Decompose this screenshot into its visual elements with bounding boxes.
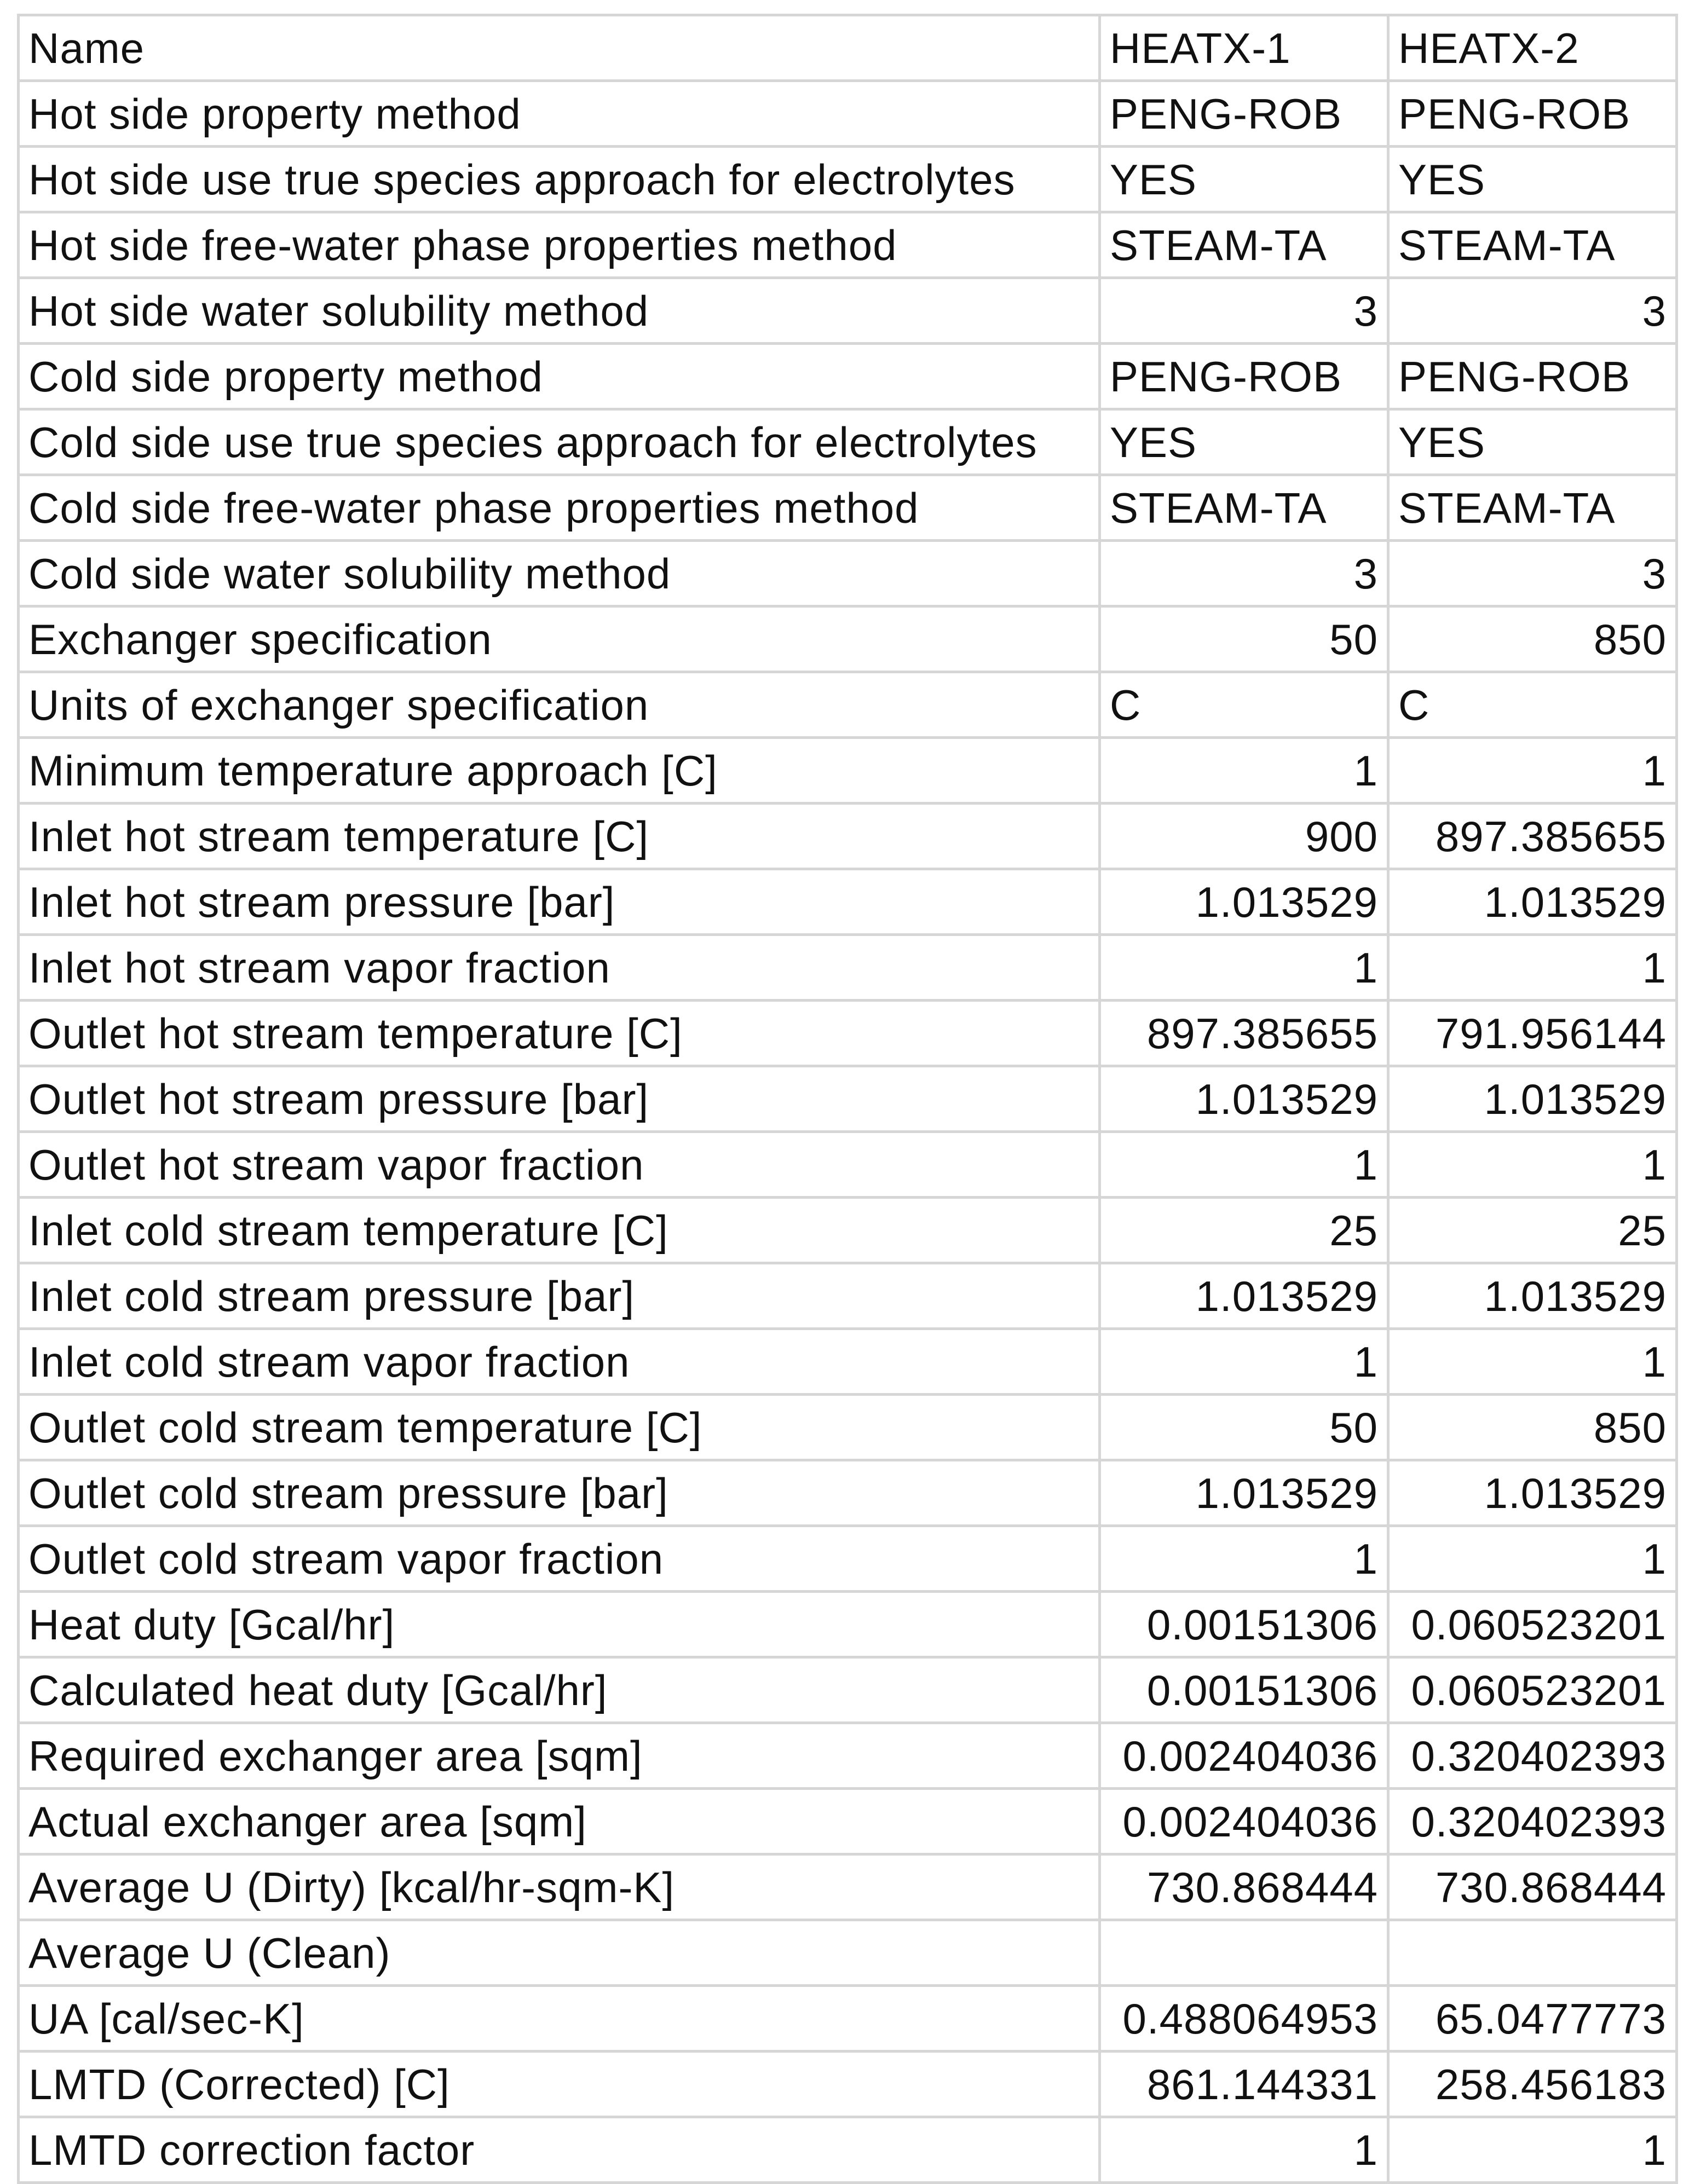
heatx-1-value-cell[interactable]: 1	[1100, 935, 1388, 1001]
table-row	[19, 278, 1677, 344]
heatx-1-value-cell[interactable]: 50	[1100, 1395, 1388, 1460]
heatx-1-value-cell[interactable]: 897.385655	[1100, 1001, 1388, 1066]
heatx-1-value-cell[interactable]: 730.868444	[1100, 1854, 1388, 1920]
row-label-cell[interactable]: Required exchanger area [sqm]	[19, 1723, 1100, 1789]
table-body	[19, 15, 1677, 2183]
heatx-2-value-cell[interactable]: 1.013529	[1388, 1263, 1677, 1329]
heatx-2-value-cell[interactable]: 25	[1388, 1198, 1677, 1263]
heatx-2-value-cell[interactable]: PENG-ROB	[1388, 344, 1677, 409]
heatx-1-value-cell[interactable]: 25	[1100, 1198, 1388, 1263]
row-label-cell[interactable]: Outlet cold stream temperature [C]	[19, 1395, 1100, 1460]
heatx-2-value-cell[interactable]	[1388, 1920, 1677, 1986]
heatx-1-value-cell[interactable]: 1	[1100, 1132, 1388, 1198]
heatx-2-value-cell[interactable]: 3	[1388, 541, 1677, 606]
heatx-1-value-cell[interactable]: 0.002404036	[1100, 1789, 1388, 1854]
row-label-cell[interactable]: Inlet cold stream pressure [bar]	[19, 1263, 1100, 1329]
heatx-1-value-cell[interactable]: 0.002404036	[1100, 1723, 1388, 1789]
heatx-1-value-cell[interactable]: 3	[1100, 541, 1388, 606]
heatx-2-value-cell[interactable]: STEAM-TA	[1388, 475, 1677, 541]
heatx-1-value-cell[interactable]: 900	[1100, 804, 1388, 869]
row-label-cell[interactable]: Minimum temperature approach [C]	[19, 738, 1100, 804]
heatx-2-value-cell[interactable]: PENG-ROB	[1388, 81, 1677, 147]
table-row	[19, 935, 1677, 1001]
table-row	[19, 1986, 1677, 2052]
table-row	[19, 212, 1677, 278]
heatx-2-value-cell[interactable]: 3	[1388, 278, 1677, 344]
heatx-2-value-cell[interactable]: 0.060523201	[1388, 1657, 1677, 1723]
heatx-2-value-cell[interactable]: 1	[1388, 738, 1677, 804]
row-label-cell[interactable]: Outlet cold stream pressure [bar]	[19, 1460, 1100, 1526]
row-label-cell[interactable]: Cold side property method	[19, 344, 1100, 409]
heatx-1-value-cell[interactable]: PENG-ROB	[1100, 81, 1388, 147]
row-label-cell[interactable]: Hot side use true species approach for electrolytes	[19, 147, 1100, 212]
table-row	[19, 147, 1677, 212]
row-label-cell[interactable]: Cold side free-water phase properties method	[19, 475, 1100, 541]
table-row	[19, 541, 1677, 606]
heatx-1-value-cell[interactable]: 1	[1100, 2117, 1388, 2183]
table-row	[19, 1329, 1677, 1395]
table-row	[19, 1592, 1677, 1657]
table-row	[19, 475, 1677, 541]
row-label-cell[interactable]: UA [cal/sec-K]	[19, 1986, 1100, 2052]
heatx-2-value-cell[interactable]: 1.013529	[1388, 869, 1677, 935]
heatx-2-value-cell[interactable]: STEAM-TA	[1388, 212, 1677, 278]
row-label-cell[interactable]: Average U (Clean)	[19, 1920, 1100, 1986]
row-label-cell[interactable]: Exchanger specification	[19, 606, 1100, 672]
row-label-cell[interactable]: LMTD correction factor	[19, 2117, 1100, 2183]
heatx-2-value-cell[interactable]: 0.320402393	[1388, 1723, 1677, 1789]
heatx-1-value-cell[interactable]: PENG-ROB	[1100, 344, 1388, 409]
heatx-2-value-cell[interactable]: 1	[1388, 1329, 1677, 1395]
heatx-1-value-cell[interactable]: 3	[1100, 278, 1388, 344]
heatx-2-value-cell[interactable]: 897.385655	[1388, 804, 1677, 869]
heatx-2-value-cell[interactable]: YES	[1388, 409, 1677, 475]
table-row	[19, 1198, 1677, 1263]
table-row	[19, 1460, 1677, 1526]
row-label-cell[interactable]: Inlet cold stream temperature [C]	[19, 1198, 1100, 1263]
heatx-2-value-cell[interactable]: 0.060523201	[1388, 1592, 1677, 1657]
table-row	[19, 344, 1677, 409]
heatx-1-value-cell[interactable]: YES	[1100, 147, 1388, 212]
row-label-cell[interactable]: Name	[19, 15, 1100, 81]
heatx-2-value-cell[interactable]: 1	[1388, 1526, 1677, 1592]
table-row	[19, 606, 1677, 672]
heatx-1-value-cell[interactable]: 1.013529	[1100, 1263, 1388, 1329]
heat-exchanger-results-table	[17, 14, 1678, 2184]
heatx-2-value-cell[interactable]: 1.013529	[1388, 1066, 1677, 1132]
heatx-1-value-cell[interactable]: C	[1100, 672, 1388, 738]
heatx-1-value-cell[interactable]: 0.00151306	[1100, 1657, 1388, 1723]
row-label-cell[interactable]: LMTD (Corrected) [C]	[19, 2052, 1100, 2117]
heatx-2-value-cell[interactable]: 258.456183	[1388, 2052, 1677, 2117]
heatx-1-value-cell[interactable]: 0.488064953	[1100, 1986, 1388, 2052]
heatx-1-value-cell[interactable]	[1100, 1920, 1388, 1986]
row-label-cell[interactable]: Calculated heat duty [Gcal/hr]	[19, 1657, 1100, 1723]
table-row	[19, 1526, 1677, 1592]
table-row	[19, 409, 1677, 475]
row-label-cell[interactable]: Units of exchanger specification	[19, 672, 1100, 738]
row-label-cell[interactable]: Outlet hot stream temperature [C]	[19, 1001, 1100, 1066]
row-label-cell[interactable]: Inlet hot stream vapor fraction	[19, 935, 1100, 1001]
heatx-1-value-cell[interactable]: 0.00151306	[1100, 1592, 1388, 1657]
table-row	[19, 2117, 1677, 2183]
heatx-1-value-cell[interactable]: STEAM-TA	[1100, 212, 1388, 278]
table-row	[19, 1263, 1677, 1329]
heatx-2-value-cell[interactable]: 1.013529	[1388, 1460, 1677, 1526]
table-row	[19, 738, 1677, 804]
heatx-1-value-cell[interactable]: 50	[1100, 606, 1388, 672]
row-label-cell[interactable]: Heat duty [Gcal/hr]	[19, 1592, 1100, 1657]
table-row	[19, 1395, 1677, 1460]
table-row	[19, 1066, 1677, 1132]
heatx-1-value-cell[interactable]: HEATX-1	[1100, 15, 1388, 81]
table-row	[19, 1789, 1677, 1854]
heatx-2-value-cell[interactable]: HEATX-2	[1388, 15, 1677, 81]
heatx-2-value-cell[interactable]: 1	[1388, 935, 1677, 1001]
row-label-cell[interactable]: Inlet hot stream temperature [C]	[19, 804, 1100, 869]
row-label-cell[interactable]: Hot side free-water phase properties method	[19, 212, 1100, 278]
heatx-2-value-cell[interactable]: 791.956144	[1388, 1001, 1677, 1066]
row-label-cell[interactable]: Hot side water solubility method	[19, 278, 1100, 344]
table-row	[19, 81, 1677, 147]
table-row	[19, 804, 1677, 869]
row-label-cell[interactable]: Hot side property method	[19, 81, 1100, 147]
heatx-2-value-cell[interactable]: 1	[1388, 2117, 1677, 2183]
heatx-1-value-cell[interactable]: 1.013529	[1100, 1460, 1388, 1526]
row-label-cell[interactable]: Actual exchanger area [sqm]	[19, 1789, 1100, 1854]
heatx-1-value-cell[interactable]: STEAM-TA	[1100, 475, 1388, 541]
heatx-2-value-cell[interactable]: YES	[1388, 147, 1677, 212]
heatx-1-value-cell[interactable]: 1	[1100, 1329, 1388, 1395]
heatx-2-value-cell[interactable]: 730.868444	[1388, 1854, 1677, 1920]
heatx-2-value-cell[interactable]: 0.320402393	[1388, 1789, 1677, 1854]
heatx-1-value-cell[interactable]: 1	[1100, 1526, 1388, 1592]
table-row	[19, 1920, 1677, 1986]
heatx-2-value-cell[interactable]: 65.0477773	[1388, 1986, 1677, 2052]
heatx-2-value-cell[interactable]: 1	[1388, 1132, 1677, 1198]
heatx-1-value-cell[interactable]: 1.013529	[1100, 869, 1388, 935]
row-label-cell[interactable]: Cold side water solubility method	[19, 541, 1100, 606]
table-row	[19, 869, 1677, 935]
heatx-2-value-cell[interactable]: 850	[1388, 1395, 1677, 1460]
row-label-cell[interactable]: Outlet hot stream vapor fraction	[19, 1132, 1100, 1198]
heatx-1-value-cell[interactable]: YES	[1100, 409, 1388, 475]
row-label-cell[interactable]: Outlet cold stream vapor fraction	[19, 1526, 1100, 1592]
heatx-1-value-cell[interactable]: 1.013529	[1100, 1066, 1388, 1132]
row-label-cell[interactable]: Outlet hot stream pressure [bar]	[19, 1066, 1100, 1132]
row-label-cell[interactable]: Average U (Dirty) [kcal/hr-sqm-K]	[19, 1854, 1100, 1920]
table-row	[19, 1657, 1677, 1723]
heatx-2-value-cell[interactable]: 850	[1388, 606, 1677, 672]
row-label-cell[interactable]: Inlet cold stream vapor fraction	[19, 1329, 1100, 1395]
table-row	[19, 2052, 1677, 2117]
heatx-1-value-cell[interactable]: 861.144331	[1100, 2052, 1388, 2117]
table-row	[19, 1132, 1677, 1198]
table-row	[19, 1854, 1677, 1920]
table-row	[19, 1723, 1677, 1789]
row-label-cell[interactable]: Inlet hot stream pressure [bar]	[19, 869, 1100, 935]
table-row	[19, 15, 1677, 81]
heatx-2-value-cell[interactable]: C	[1388, 672, 1677, 738]
row-label-cell[interactable]: Cold side use true species approach for electrolytes	[19, 409, 1100, 475]
table-row	[19, 1001, 1677, 1066]
table-row	[19, 672, 1677, 738]
heatx-1-value-cell[interactable]: 1	[1100, 738, 1388, 804]
